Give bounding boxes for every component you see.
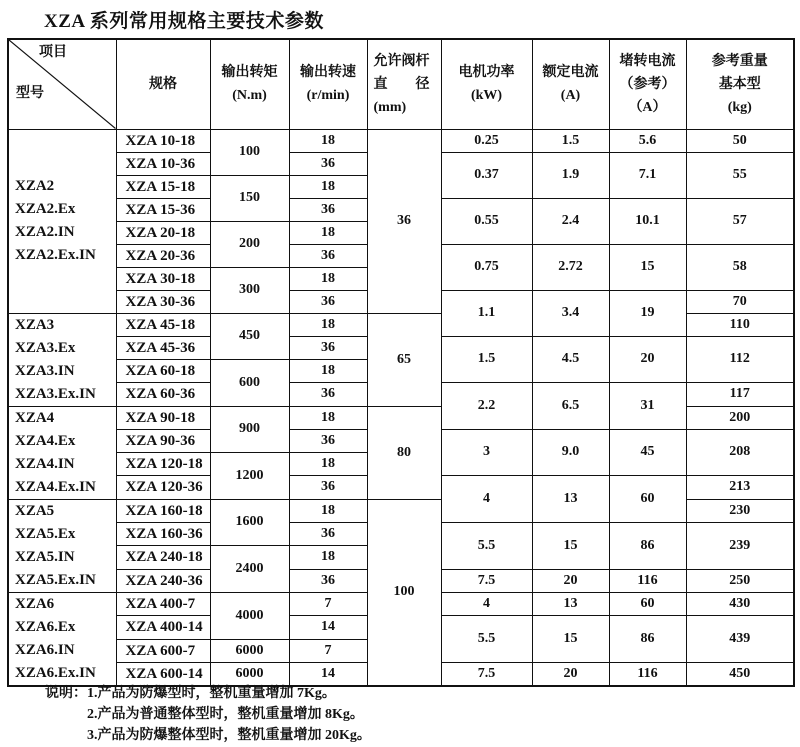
locked-cell: 60	[609, 476, 686, 522]
power-cell: 1.5	[441, 336, 532, 383]
weight-cell: 230	[686, 499, 794, 522]
speed-cell: 18	[289, 313, 367, 336]
header-line: (mm)	[373, 99, 407, 115]
locked-cell: 45	[609, 429, 686, 476]
current-cell: 13	[532, 476, 609, 522]
torque-cell: 450	[210, 313, 289, 359]
speed-cell: 18	[289, 221, 367, 244]
weight-cell: 112	[686, 336, 794, 383]
speed-cell: 36	[289, 429, 367, 452]
current-cell: 1.9	[532, 152, 609, 198]
model-line: XZA5.IN	[15, 548, 75, 565]
weight-cell: 239	[686, 522, 794, 569]
spec-cell: XZA 20-36	[116, 244, 210, 267]
speed-cell: 18	[289, 267, 367, 290]
header-line: 电机功率	[458, 65, 515, 81]
weight-cell: 200	[686, 406, 794, 429]
model-line: XZA6.Ex	[15, 618, 76, 635]
model-line: XZA5.Ex	[15, 525, 76, 542]
weight-cell: 208	[686, 429, 794, 476]
model-line: XZA2.Ex.IN	[15, 247, 96, 263]
locked-cell: 86	[609, 522, 686, 569]
torque-cell: 300	[210, 267, 289, 313]
note-line: 2.产品为普通整体型时，整机重量增加 8Kg。	[87, 707, 364, 722]
speed-cell: 7	[289, 639, 367, 662]
power-cell: 0.25	[441, 129, 532, 152]
corner-cell	[8, 39, 116, 129]
spec-cell: XZA 160-18	[116, 499, 210, 522]
dia-cell: 80	[367, 406, 441, 499]
weight-cell: 117	[686, 383, 794, 406]
spec-cell: XZA 120-36	[116, 476, 210, 499]
model-line: XZA4.IN	[15, 455, 75, 472]
power-cell: 3	[441, 429, 532, 476]
header-line: 额定电流	[542, 65, 599, 81]
torque-cell: 150	[210, 175, 289, 221]
power-cell: 0.55	[441, 198, 532, 244]
model-line: XZA2	[15, 178, 55, 194]
dia-cell: 36	[367, 129, 441, 313]
header-line: 基本型	[718, 76, 761, 92]
note-text: 1.产品为防爆型时，整机重量增加 7Kg。	[87, 686, 336, 701]
spec-cell: XZA 15-36	[116, 198, 210, 221]
power-cell: 0.75	[441, 244, 532, 290]
torque-cell: 6000	[210, 639, 289, 662]
locked-cell: 19	[609, 290, 686, 336]
header-line: (r/min)	[306, 88, 350, 104]
notes-label: 说明：	[45, 686, 87, 701]
header-line: 规格	[149, 76, 177, 92]
locked-cell: 116	[609, 662, 686, 686]
speed-cell: 18	[289, 359, 367, 382]
header-line: (kW)	[470, 88, 503, 104]
spec-cell: XZA 240-18	[116, 546, 210, 570]
torque-cell: 600	[210, 359, 289, 406]
speed-cell: 36	[289, 152, 367, 175]
weight-cell: 110	[686, 313, 794, 336]
header-torque	[210, 39, 289, 129]
spec-cell: XZA 60-36	[116, 383, 210, 406]
weight-cell: 70	[686, 290, 794, 313]
current-cell: 2.4	[532, 198, 609, 244]
speed-cell: 36	[289, 290, 367, 313]
power-cell: 1.1	[441, 290, 532, 336]
model-line: XZA3.IN	[15, 362, 75, 379]
spec-cell: XZA 15-18	[116, 175, 210, 198]
model-line: XZA4	[15, 409, 55, 426]
corner-bottom-label: 型号	[16, 86, 44, 101]
model-line: XZA6.Ex.IN	[15, 664, 96, 681]
spec-cell: XZA 600-14	[116, 662, 210, 686]
speed-cell: 14	[289, 615, 367, 639]
torque-cell: 6000	[210, 662, 289, 686]
locked-cell: 5.6	[609, 129, 686, 152]
current-cell: 13	[532, 592, 609, 615]
spec-cell: XZA 90-36	[116, 429, 210, 452]
header-motor-power	[441, 39, 532, 129]
spec-cell: XZA 120-18	[116, 452, 210, 475]
power-cell: 5.5	[441, 522, 532, 569]
model-cell	[8, 592, 116, 686]
header-rated-current	[532, 39, 609, 129]
notes	[45, 683, 371, 746]
header-line: 直 径	[373, 76, 430, 92]
spec-cell: XZA 10-36	[116, 152, 210, 175]
locked-cell: 31	[609, 383, 686, 429]
header-line: (N.m)	[232, 88, 267, 104]
weight-cell: 50	[686, 129, 794, 152]
header-stem-diameter	[367, 39, 441, 129]
current-cell: 20	[532, 569, 609, 592]
model-line: XZA3.Ex.IN	[15, 385, 96, 402]
weight-cell: 450	[686, 662, 794, 686]
power-cell: 5.5	[441, 615, 532, 662]
power-cell: 0.37	[441, 152, 532, 198]
spec-cell: XZA 600-7	[116, 639, 210, 662]
model-line: XZA6.IN	[15, 641, 75, 658]
speed-cell: 36	[289, 336, 367, 359]
header-line: （参考）	[619, 76, 676, 92]
table-body	[8, 129, 794, 686]
current-cell: 20	[532, 662, 609, 686]
header-line: 输出转矩	[221, 65, 278, 81]
table-header	[8, 39, 794, 129]
current-cell: 1.5	[532, 129, 609, 152]
spec-cell: XZA 45-18	[116, 313, 210, 336]
model-line: XZA5	[15, 502, 55, 519]
model-line: XZA3.Ex	[15, 339, 76, 356]
power-cell: 7.5	[441, 569, 532, 592]
current-cell: 4.5	[532, 336, 609, 383]
torque-cell: 1600	[210, 499, 289, 546]
torque-cell: 900	[210, 406, 289, 452]
model-cell	[8, 499, 116, 592]
locked-cell: 86	[609, 615, 686, 662]
header-weight	[686, 39, 794, 129]
weight-cell: 55	[686, 152, 794, 198]
weight-cell: 57	[686, 198, 794, 244]
torque-cell: 200	[210, 221, 289, 267]
corner-top-label: 项目	[39, 45, 67, 60]
speed-cell: 18	[289, 129, 367, 152]
spec-cell: XZA 60-18	[116, 359, 210, 382]
dia-cell: 100	[367, 499, 441, 686]
dia-cell: 65	[367, 313, 441, 406]
spec-cell: XZA 400-14	[116, 615, 210, 639]
current-cell: 15	[532, 522, 609, 569]
speed-cell: 36	[289, 198, 367, 221]
speed-cell: 18	[289, 452, 367, 475]
header-line: 堵转电流	[619, 53, 676, 69]
current-cell: 3.4	[532, 290, 609, 336]
locked-cell: 15	[609, 244, 686, 290]
header-line: 允许阀杆	[373, 53, 430, 69]
header-row	[8, 39, 794, 129]
spec-cell: XZA 160-36	[116, 522, 210, 546]
note-line: 3.产品为防爆整体型时，整机重量增加 20Kg。	[87, 728, 371, 743]
speed-cell: 36	[289, 522, 367, 546]
locked-cell: 60	[609, 592, 686, 615]
model-line: XZA4.Ex.IN	[15, 478, 96, 495]
header-line: (kg)	[727, 99, 752, 115]
header-locked-current	[609, 39, 686, 129]
current-cell: 15	[532, 615, 609, 662]
torque-cell: 1200	[210, 452, 289, 499]
speed-cell: 36	[289, 244, 367, 267]
model-cell	[8, 406, 116, 499]
model-cell	[8, 313, 116, 406]
model-line: XZA4.Ex	[15, 432, 76, 449]
spec-cell: XZA 20-18	[116, 221, 210, 244]
spec-cell: XZA 30-18	[116, 267, 210, 290]
speed-cell: 7	[289, 592, 367, 615]
locked-cell: 20	[609, 336, 686, 383]
locked-cell: 116	[609, 569, 686, 592]
current-cell: 9.0	[532, 429, 609, 476]
current-cell: 2.72	[532, 244, 609, 290]
spec-table	[7, 38, 795, 687]
speed-cell: 18	[289, 499, 367, 522]
model-cell	[8, 129, 116, 313]
weight-cell: 439	[686, 615, 794, 662]
weight-cell: 430	[686, 592, 794, 615]
model-line: XZA3	[15, 316, 55, 333]
spec-cell: XZA 10-18	[116, 129, 210, 152]
spec-cell: XZA 90-18	[116, 406, 210, 429]
power-cell: 7.5	[441, 662, 532, 686]
model-line: XZA6	[15, 595, 55, 612]
table-row	[8, 129, 794, 152]
model-line: XZA2.IN	[15, 224, 75, 240]
power-cell: 4	[441, 592, 532, 615]
speed-cell: 18	[289, 546, 367, 570]
speed-cell: 18	[289, 175, 367, 198]
speed-cell: 36	[289, 476, 367, 499]
speed-cell: 18	[289, 406, 367, 429]
model-line: XZA2.Ex	[15, 201, 76, 217]
header-line: 参考重量	[711, 53, 768, 69]
locked-cell: 7.1	[609, 152, 686, 198]
speed-cell: 36	[289, 383, 367, 406]
model-line: XZA5.Ex.IN	[15, 571, 96, 588]
header-spec	[116, 39, 210, 129]
power-cell: 2.2	[441, 383, 532, 429]
header-speed	[289, 39, 367, 129]
spec-cell: XZA 240-36	[116, 569, 210, 592]
locked-cell: 10.1	[609, 198, 686, 244]
speed-cell: 36	[289, 569, 367, 592]
torque-cell: 4000	[210, 592, 289, 639]
weight-cell: 250	[686, 569, 794, 592]
weight-cell: 213	[686, 476, 794, 499]
page-title: XZA 系列常用规格主要技术参数	[44, 11, 324, 32]
header-line: （A）	[628, 99, 667, 115]
spec-cell: XZA 45-36	[116, 336, 210, 359]
spec-cell: XZA 400-7	[116, 592, 210, 615]
speed-cell: 14	[289, 662, 367, 686]
spec-cell: XZA 30-36	[116, 290, 210, 313]
header-line: (A)	[560, 88, 581, 104]
header-line: 输出转速	[300, 65, 356, 81]
power-cell: 4	[441, 476, 532, 522]
torque-cell: 2400	[210, 546, 289, 593]
torque-cell: 100	[210, 129, 289, 175]
current-cell: 6.5	[532, 383, 609, 429]
weight-cell: 58	[686, 244, 794, 290]
note-line	[45, 683, 371, 704]
